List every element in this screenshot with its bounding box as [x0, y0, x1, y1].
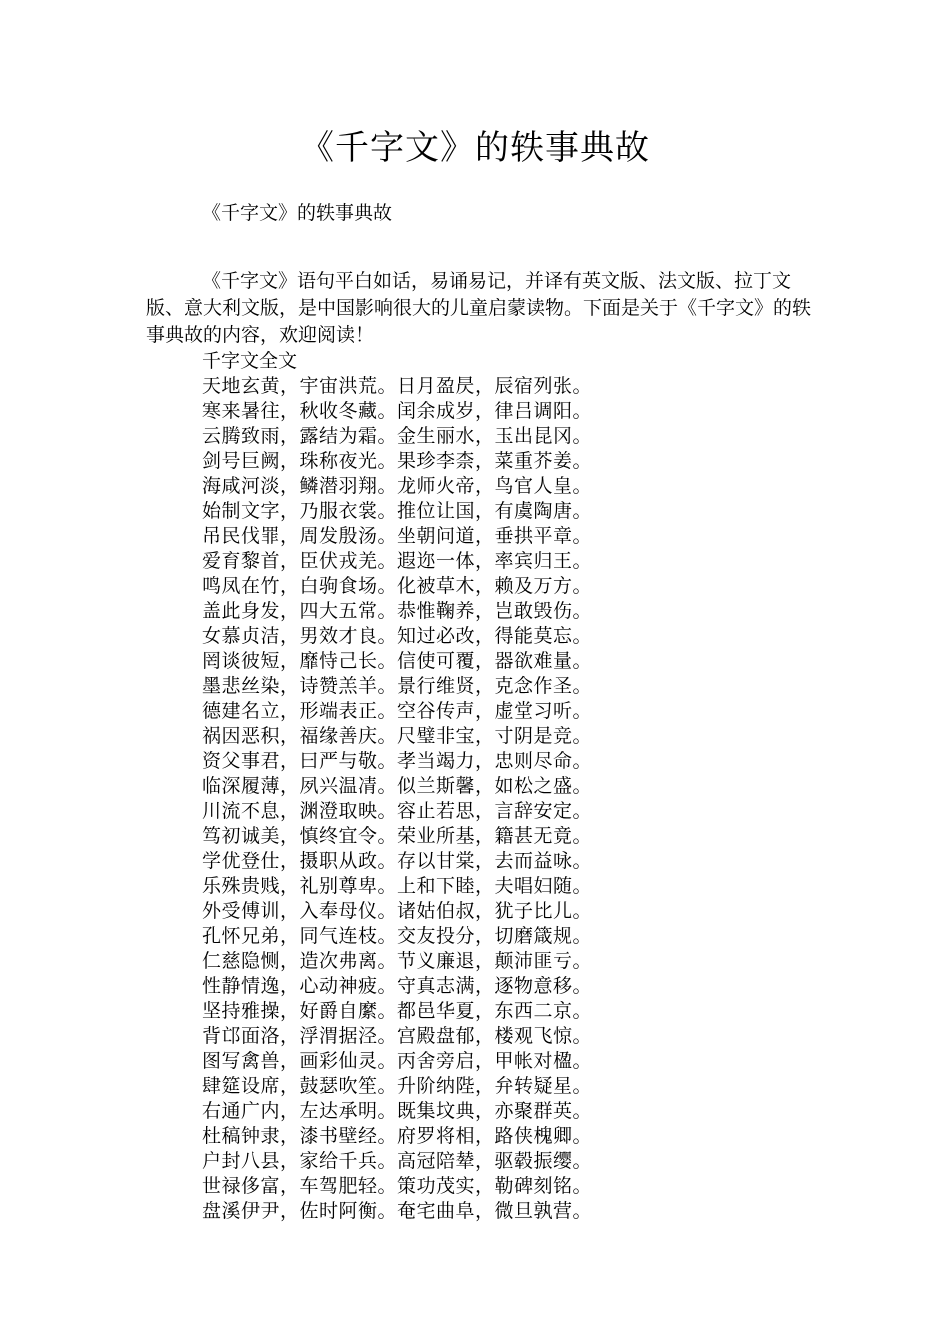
verse-line: 寒来暑往，秋收冬藏。闰余成岁，律吕调阳。: [202, 400, 593, 422]
section-heading: 千字文全文: [202, 350, 298, 372]
verse-list: [202, 374, 592, 1224]
verse-line: 德建名立，形端表正。空谷传声，虚堂习听。: [202, 700, 593, 722]
verse-line: 女慕贞洁，男效才良。知过必改，得能莫忘。: [202, 625, 593, 647]
verse-line: 孔怀兄弟，同气连枝。交友投分，切磨箴规。: [202, 925, 593, 947]
verse-line: 盖此身发，四大五常。恭惟鞠养，岂敢毁伤。: [202, 600, 593, 622]
verse-line: 剑号巨阙，珠称夜光。果珍李柰，菜重芥姜。: [202, 450, 593, 472]
verse-line: 鸣凤在竹，白驹食场。化被草木，赖及万方。: [202, 575, 593, 597]
intro-paragraph: 《千字文》语句平白如话，易诵易记，并译有英文版、法文版、拉丁文版、意大利文版，是中国影响很大的儿童启蒙读物。下面是关于《千字文》的轶事典故的内容，欢迎阅读！: [146, 270, 812, 346]
verse-line: 笃初诚美，慎终宜令。荣业所基，籍甚无竟。: [202, 825, 593, 847]
document-subtitle: 《千字文》的轶事典故: [202, 202, 393, 224]
verse-line: 始制文字，乃服衣裳。推位让国，有虞陶唐。: [202, 500, 593, 522]
verse-line: 户封八县，家给千兵。高冠陪辇，驱毂振缨。: [202, 1150, 593, 1172]
verse-line: 右通广内，左达承明。既集坟典，亦聚群英。: [202, 1100, 593, 1122]
verse-line: 爱育黎首，臣伏戎羌。遐迩一体，率宾归王。: [202, 550, 593, 572]
verse-line: 肆筵设席，鼓瑟吹笙。升阶纳陛，弁转疑星。: [202, 1075, 593, 1097]
verse-line: 仁慈隐恻，造次弗离。节义廉退，颠沛匪亏。: [202, 950, 593, 972]
verse-line: 性静情逸，心动神疲。守真志满，逐物意移。: [202, 975, 593, 997]
verse-line: 临深履薄，夙兴温凊。似兰斯馨，如松之盛。: [202, 775, 593, 797]
verse-line: 图写禽兽，画彩仙灵。丙舍旁启，甲帐对楹。: [202, 1050, 593, 1072]
verse-line: 天地玄黄，宇宙洪荒。日月盈昃，辰宿列张。: [202, 375, 593, 397]
verse-line: 坚持雅操，好爵自縻。都邑华夏，东西二京。: [202, 1000, 593, 1022]
verse-line: 背邙面洛，浮渭据泾。宫殿盘郁，楼观飞惊。: [202, 1025, 593, 1047]
verse-line: 墨悲丝染，诗赞羔羊。景行维贤，克念作圣。: [202, 675, 593, 697]
verse-line: 吊民伐罪，周发殷汤。坐朝问道，垂拱平章。: [202, 525, 593, 547]
verse-line: 海咸河淡，鳞潜羽翔。龙师火帝，鸟官人皇。: [202, 475, 593, 497]
verse-line: 云腾致雨，露结为霜。金生丽水，玉出昆冈。: [202, 425, 593, 447]
verse-line: 乐殊贵贱，礼别尊卑。上和下睦，夫唱妇随。: [202, 875, 593, 897]
verse-line: 川流不息，渊澄取映。容止若思，言辞安定。: [202, 800, 593, 822]
verse-line: 学优登仕，摄职从政。存以甘棠，去而益咏。: [202, 850, 593, 872]
verse-line: 罔谈彼短，靡恃己长。信使可覆，器欲难量。: [202, 650, 593, 672]
verse-line: 祸因恶积，福缘善庆。尺璧非宝，寸阴是竞。: [202, 725, 593, 747]
document-title: 《千字文》的轶事典故: [300, 128, 650, 168]
verse-line: 杜稿钟隶，漆书壁经。府罗将相，路侠槐卿。: [202, 1125, 593, 1147]
verse-line: 盘溪伊尹，佐时阿衡。奄宅曲阜，微旦孰营。: [202, 1200, 593, 1222]
verse-line: 外受傅训，入奉母仪。诸姑伯叔，犹子比儿。: [202, 900, 593, 922]
verse-line: 资父事君，曰严与敬。孝当竭力，忠则尽命。: [202, 750, 593, 772]
verse-line: 世禄侈富，车驾肥轻。策功茂实，勒碑刻铭。: [202, 1175, 593, 1197]
